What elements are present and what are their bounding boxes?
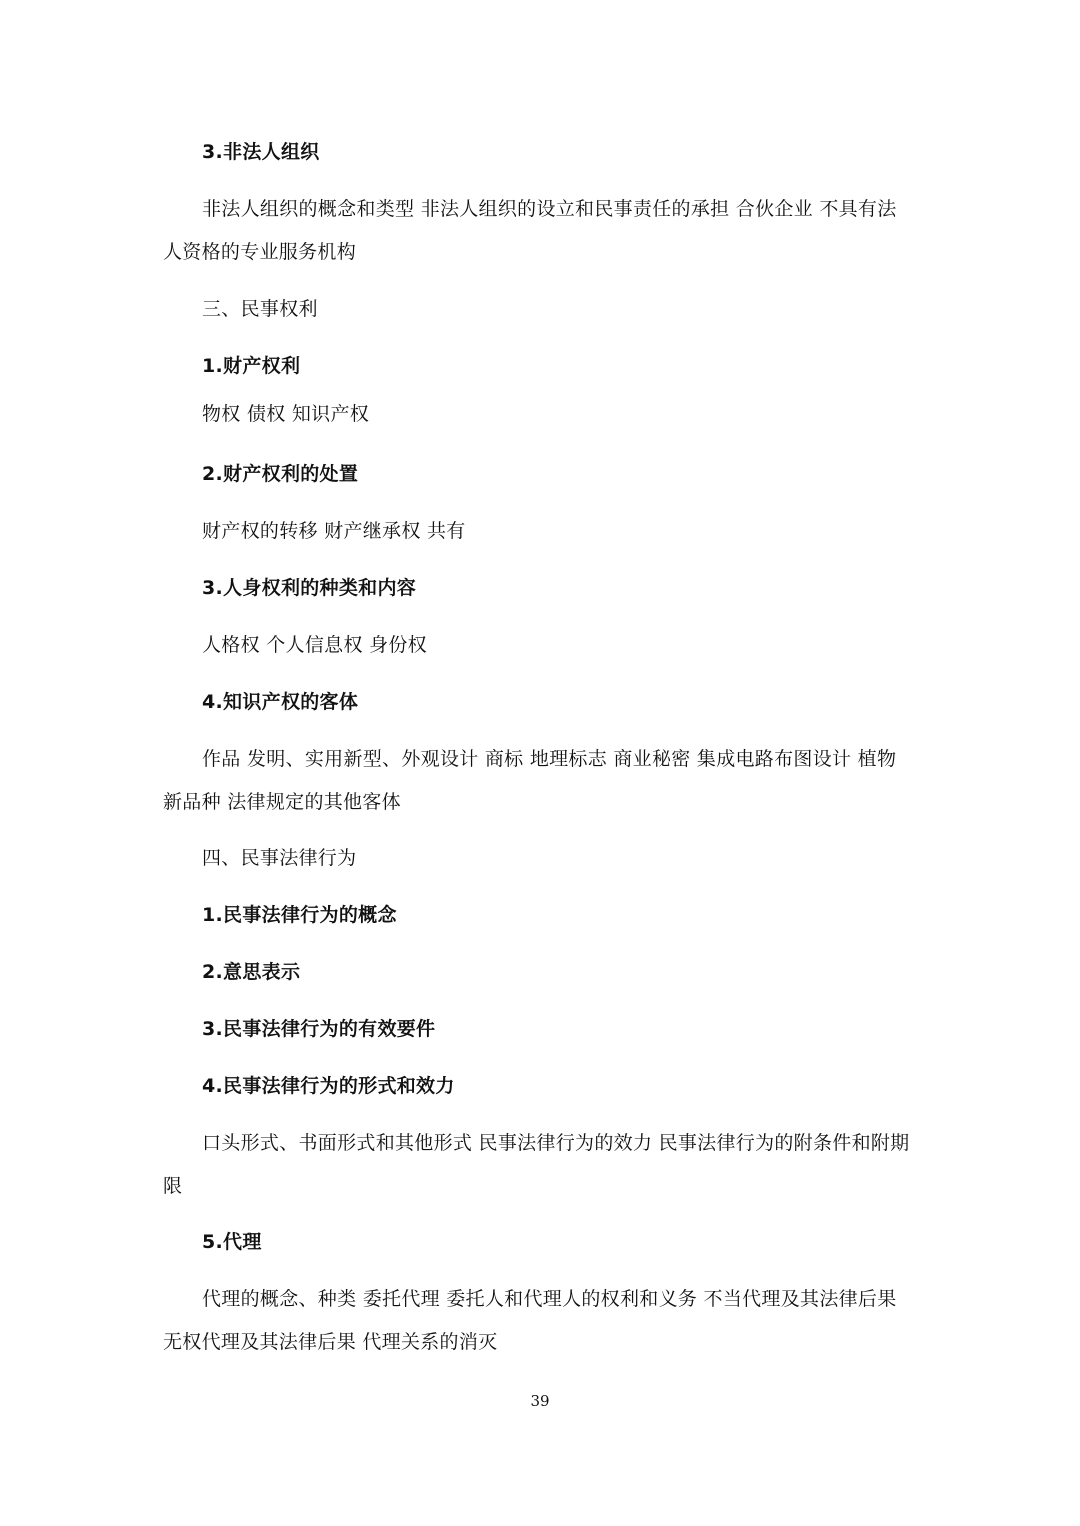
subheading-agency: 5.代理 (202, 1231, 262, 1253)
subheading-non-legal-person-org: 3.非法人组织 (202, 141, 320, 163)
subheading-validity-requirements: 3.民事法律行为的有效要件 (202, 1018, 436, 1040)
paragraph-line: 代理的概念、种类 委托代理 委托人和代理人的权利和义务 不当代理及其法律后果 (202, 1288, 897, 1310)
subheading-form-and-effect: 4.民事法律行为的形式和效力 (202, 1075, 455, 1097)
paragraph-line: 新品种 法律规定的其他客体 (163, 791, 401, 813)
paragraph-line: 口头形式、书面形式和其他形式 民事法律行为的效力 民事法律行为的附条件和附期 (202, 1132, 910, 1154)
subheading-concept: 1.民事法律行为的概念 (202, 904, 397, 926)
page-number: 39 (530, 1392, 550, 1410)
paragraph-line: 财产权的转移 财产继承权 共有 (202, 520, 466, 542)
section-heading-civil-rights: 三、民事权利 (202, 298, 318, 320)
subheading-disposal-of-property-rights: 2.财产权利的处置 (202, 463, 359, 485)
section-heading-civil-juristic-acts: 四、民事法律行为 (202, 847, 357, 869)
paragraph-line: 人资格的专业服务机构 (163, 241, 357, 263)
paragraph-line: 无权代理及其法律后果 代理关系的消灭 (163, 1331, 498, 1353)
paragraph-line: 非法人组织的概念和类型 非法人组织的设立和民事责任的承担 合伙企业 不具有法 (202, 198, 897, 220)
subheading-declaration-of-intent: 2.意思表示 (202, 961, 301, 983)
paragraph-line: 人格权 个人信息权 身份权 (202, 634, 427, 656)
subheading-personal-rights: 3.人身权利的种类和内容 (202, 577, 417, 599)
subheading-property-rights: 1.财产权利 (202, 355, 301, 377)
paragraph-line: 物权 债权 知识产权 (202, 403, 370, 425)
subheading-ip-objects: 4.知识产权的客体 (202, 691, 359, 713)
paragraph-line: 限 (163, 1175, 183, 1197)
paragraph-line: 作品 发明、实用新型、外观设计 商标 地理标志 商业秘密 集成电路布图设计 植物 (202, 748, 897, 770)
